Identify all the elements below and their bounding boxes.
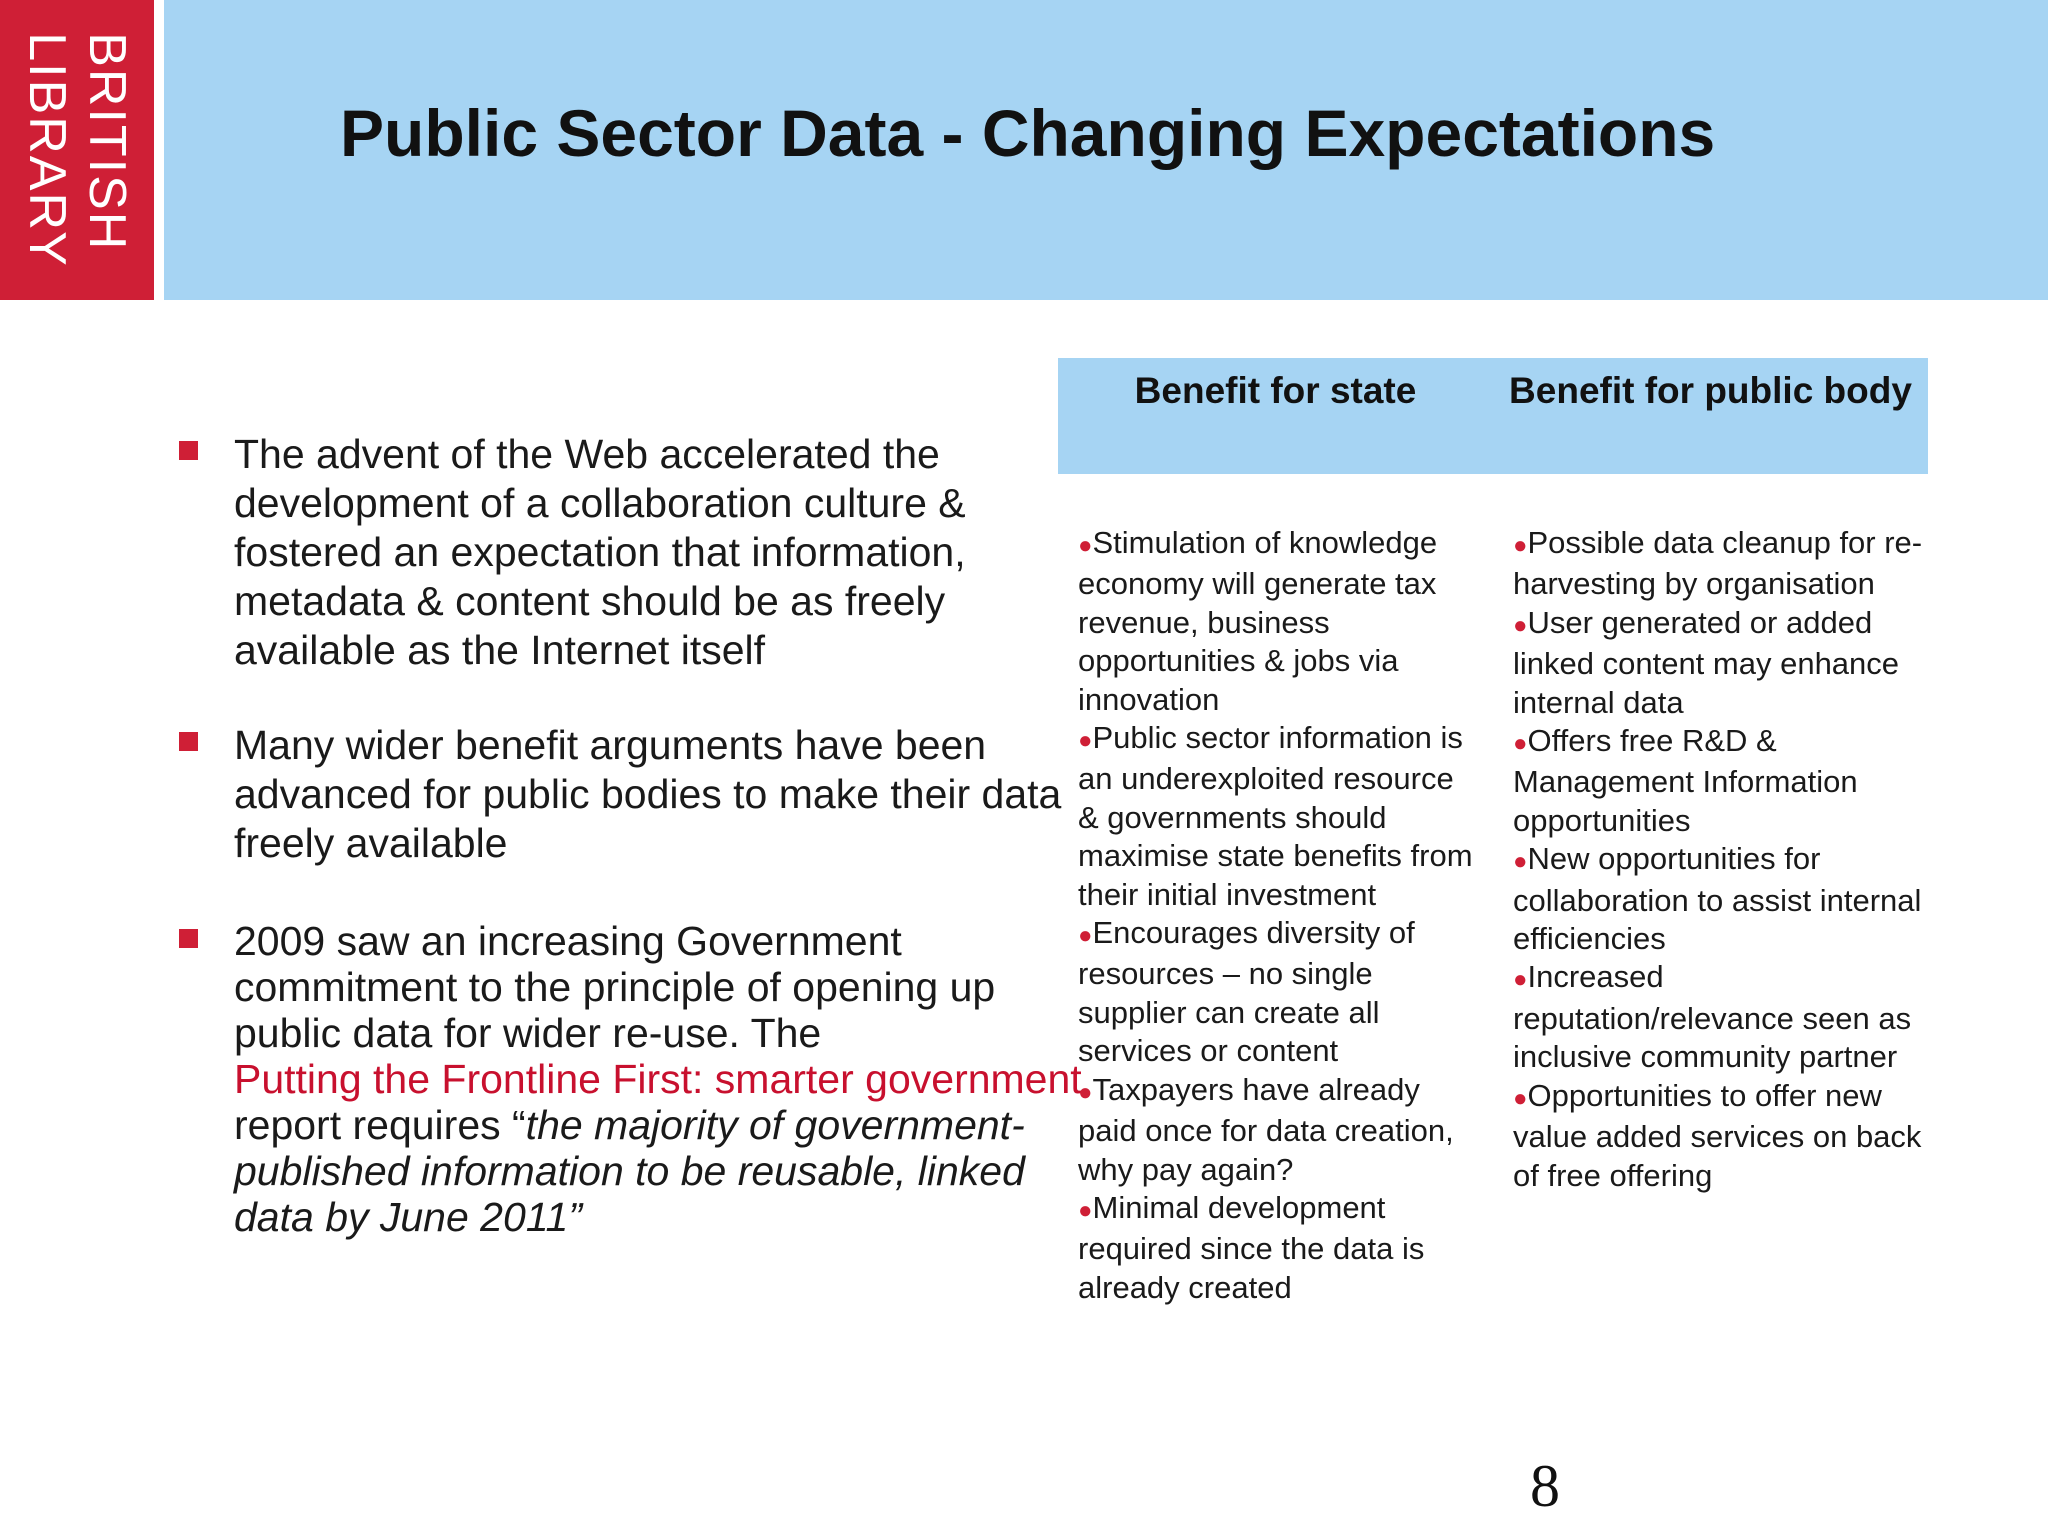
bullet-dot-icon: ● [1078,1196,1093,1224]
square-bullet-icon [179,732,198,751]
bullet-item [176,430,1076,675]
bullet-dot-icon: ● [1513,848,1528,876]
bullet-text: The advent of the Web accelerated the development of a collaboration culture & fostered an expectation that information, metadata & content should be as freely available as the Internet itself [234,431,966,673]
bullet-dot-icon: ● [1513,966,1528,994]
bullet-dot-icon: ● [1513,1084,1528,1112]
square-bullet-icon [179,929,198,948]
list-item: ●Minimal development required since the data is already created [1078,1189,1425,1305]
list-item: ●Offers free R&D & Management Information opportunities [1513,723,1858,838]
bullet-dot-icon: ● [1078,922,1093,950]
bullet-list [176,430,1082,1240]
benefit-for-state-list [1078,524,1478,1307]
british-library-logo [0,0,154,300]
bullet-dot-icon: ● [1513,730,1528,758]
bullet-item [176,918,1082,1240]
bullet-dot-icon: ● [1078,532,1093,559]
bullet-text: 2009 saw an increasing Government commitment to the principle of opening up public data for wider re-use. The [234,918,996,1056]
list-item: ●Encourages diversity of resources – no single supplier can create all services or content [1078,915,1415,1069]
benefits-table-header [1058,358,1928,474]
list-item: ●Stimulation of knowledge economy will generate tax revenue, business opportunities & jobs via innovation [1078,525,1438,717]
list-item: ●User generated or added linked content may enhance internal data [1513,604,1900,720]
list-item: ●New opportunities for collaboration to assist internal efficiencies [1513,841,1922,957]
bullet-dot-icon: ● [1078,1078,1093,1106]
list-item: ●Taxpayers have already paid once for data creation, why pay again? [1078,1071,1454,1187]
list-item: ●Increased reputation/relevance seen as inclusive community partner [1513,959,1912,1075]
bullet-dot-icon: ● [1078,727,1093,755]
list-item: ●Opportunities to offer new value added services on back of free offering [1513,1077,1922,1193]
logo-line-2: LIBRARY [18,32,76,268]
benefit-for-state-header: Benefit for state [1134,370,1417,411]
report-link[interactable]: Putting the Frontline First: smarter government [234,1056,1082,1102]
logo-text [17,32,137,268]
bullet-quote: the majority of government-published information to be reusable, linked data by June 2011” [234,1102,1025,1240]
bullet-dot-icon: ● [1513,532,1528,559]
page-number: 8 [1530,1453,1560,1519]
benefit-for-public-body-header: Benefit for public body [1509,370,1912,411]
benefit-for-public-body-list [1513,524,1928,1195]
page-title: Public Sector Data - Changing Expectations [340,96,1716,170]
list-item: ●Public sector information is an underexploited resource & governments should maximise state benefits from their initial investment [1078,720,1473,912]
logo-line-1: BRITISH [78,32,136,252]
bullet-dot-icon: ● [1513,611,1528,639]
bullet-text-cont: report requires “ [234,1102,526,1148]
square-bullet-icon [179,441,198,460]
bullet-text: Many wider benefit arguments have been advanced for public bodies to make their data freely available [234,722,1062,866]
bullet-item [176,721,1076,868]
list-item: ●Possible data cleanup for re-harvesting by organisation [1513,525,1923,602]
